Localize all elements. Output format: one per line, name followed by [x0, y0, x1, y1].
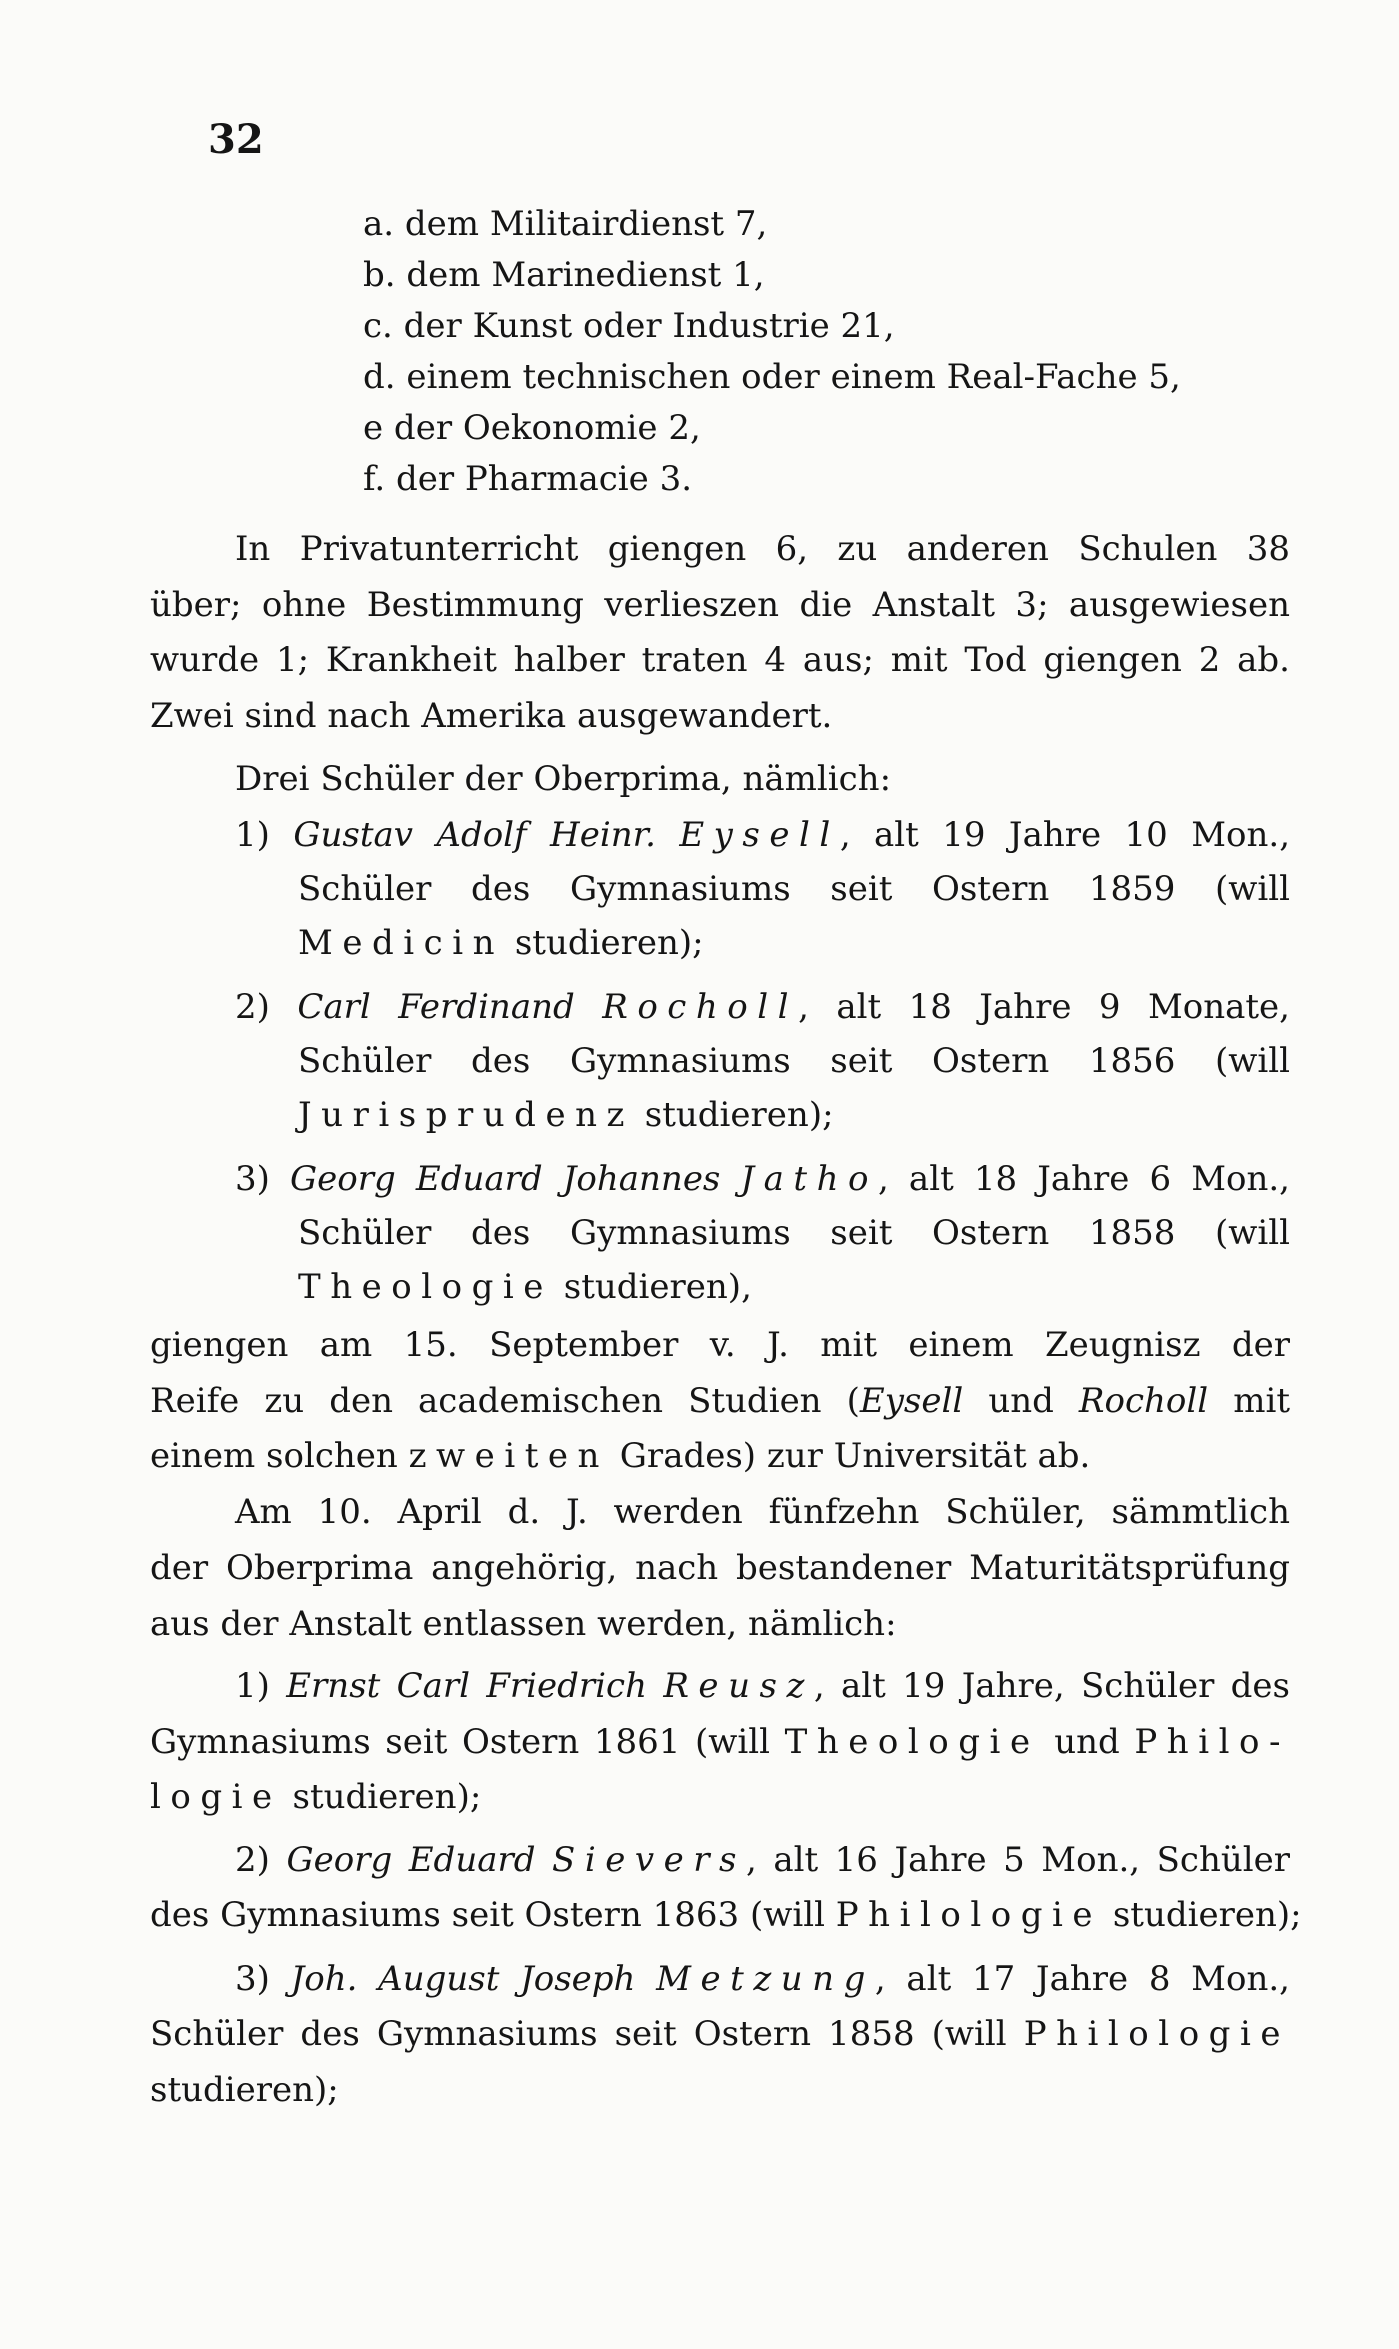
student-name: Joh. August Joseph: [290, 1959, 657, 1999]
entry-line: Schüler des Gymnasiums seit Ostern 1856 (will: [298, 1041, 1290, 1081]
student-name: Gustav Adolf Heinr.: [293, 815, 680, 855]
list-item-c: c. der Kunst oder Industrie 21,: [363, 306, 895, 346]
paragraph-line: [150, 1434, 1290, 1478]
student-surname: Eysell: [859, 1381, 964, 1421]
paragraph-line: aus der Anstalt entlassen werden, nämlich:: [150, 1604, 897, 1644]
entry-line: [150, 1720, 1290, 1764]
student-surname: Sievers: [552, 1840, 746, 1880]
entry-line: [150, 1775, 1290, 1819]
paragraph-text: Grades) zur Universität ab.: [608, 1436, 1091, 1476]
entry-text: des Gymnasiums seit Ostern 1863 (will: [150, 1895, 836, 1935]
student-surname: Rocholl: [602, 987, 799, 1027]
list-item-d: d. einem technischen oder einem Real-Fache 5,: [363, 357, 1181, 397]
entry-line: [150, 2012, 1290, 2056]
entry-line: studieren);: [150, 2070, 339, 2110]
study-subject: Theologie: [298, 1267, 553, 1307]
entry-text: und: [1039, 1722, 1135, 1762]
student-age: , alt 18 Jahre 6 Mon.,: [878, 1159, 1290, 1199]
paragraph-line: [150, 1379, 1290, 1423]
entry-line: Schüler des Gymnasiums seit Ostern 1858 (will: [298, 1213, 1290, 1253]
student-age: , alt 17 Jahre 8 Mon.,: [874, 1959, 1290, 1999]
entry-line: [298, 1265, 1399, 1309]
emphasized-word: zweiten: [408, 1436, 609, 1476]
graduate-entry-2: [235, 985, 1290, 1029]
study-subject: Jurisprudenz: [298, 1095, 634, 1135]
paragraph-line: Drei Schüler der Oberprima, nämlich:: [235, 759, 892, 799]
student-surname: Reusz: [663, 1666, 814, 1706]
student-name: Ernst Carl Friedrich: [286, 1666, 664, 1706]
graduate-entry-3: [235, 1157, 1290, 1201]
entry-number: 3): [235, 1159, 270, 1199]
paragraph-line: wurde 1; Krankheit halber traten 4 aus; mit Tod giengen 2 ab.: [150, 640, 1290, 680]
candidate-entry-1: [235, 1664, 1290, 1708]
entry-text: studieren);: [633, 1095, 834, 1135]
paragraph-text: einem solchen: [150, 1436, 409, 1476]
study-subject: Philo-: [1134, 1722, 1290, 1762]
student-age: , alt 19 Jahre, Schüler des: [813, 1666, 1291, 1706]
study-subject: Philologie: [1023, 2014, 1290, 2054]
paragraph-text: mit: [1208, 1381, 1290, 1421]
entry-number: 1): [235, 815, 270, 855]
student-surname: Eysell: [679, 815, 840, 855]
entry-line: [298, 921, 1399, 965]
student-surname: Rocholl: [1078, 1381, 1209, 1421]
study-subject: Philologie: [835, 1895, 1103, 1935]
entry-text: studieren);: [504, 923, 704, 963]
paragraph-line: Zwei sind nach Amerika ausgewandert.: [150, 696, 833, 736]
entry-line: Schüler des Gymnasiums seit Ostern 1859 (will: [298, 869, 1290, 909]
entry-text: studieren);: [1102, 1895, 1302, 1935]
entry-line: [150, 1893, 1302, 1937]
list-item-e: e der Oekonomie 2,: [363, 408, 701, 448]
paragraph-line: In Privatunterricht giengen 6, zu anderen Schulen 38: [235, 529, 1290, 569]
paragraph-text: und: [963, 1381, 1079, 1421]
study-subject: logie: [150, 1777, 282, 1817]
entry-number: 2): [235, 987, 270, 1027]
candidate-entry-3: [235, 1957, 1290, 2001]
student-age: , alt 16 Jahre 5 Mon., Schüler: [746, 1840, 1291, 1880]
student-name: Georg Eduard Johannes: [290, 1159, 741, 1199]
list-item-a: a. dem Militairdienst 7,: [363, 204, 768, 244]
entry-number: 1): [235, 1666, 270, 1706]
study-subject: Theologie: [784, 1722, 1040, 1762]
student-name: Georg Eduard: [286, 1840, 553, 1880]
list-item-b: b. dem Marinedienst 1,: [363, 255, 765, 295]
paragraph-line: Am 10. April d. J. werden fünfzehn Schüler, sämmtlich: [235, 1492, 1290, 1532]
paragraph-line: über; ohne Bestimmung verlieszen die Anstalt 3; ausgewiesen: [150, 585, 1290, 625]
graduate-entry-1: [235, 813, 1290, 857]
paragraph-line: der Oberprima angehörig, nach bestandener Maturitätsprüfung: [150, 1548, 1290, 1588]
entry-line: [298, 1093, 1399, 1137]
student-surname: Jatho: [740, 1159, 879, 1199]
paragraph-text: Reife zu den academischen Studien (: [150, 1381, 860, 1421]
student-name: Carl Ferdinand: [297, 987, 603, 1027]
study-subject: Medicin: [298, 923, 505, 963]
entry-number: 3): [235, 1959, 270, 1999]
student-age: , alt 19 Jahre 10 Mon.,: [839, 815, 1290, 855]
student-surname: Metzung: [656, 1959, 875, 1999]
paragraph-line: giengen am 15. September v. J. mit einem Zeugnisz der: [150, 1325, 1290, 1365]
entry-text: studieren),: [552, 1267, 752, 1307]
candidate-entry-2: [235, 1838, 1290, 1882]
entry-number: 2): [235, 1840, 270, 1880]
entry-text: studieren);: [281, 1777, 482, 1817]
page-number: 32: [208, 116, 264, 163]
student-age: , alt 18 Jahre 9 Monate,: [798, 987, 1290, 1027]
entry-text: Gymnasiums seit Ostern 1861 (will: [150, 1722, 785, 1762]
entry-text: Schüler des Gymnasiums seit Ostern 1858 (will: [150, 2014, 1024, 2054]
list-item-f: f. der Pharmacie 3.: [363, 459, 693, 499]
